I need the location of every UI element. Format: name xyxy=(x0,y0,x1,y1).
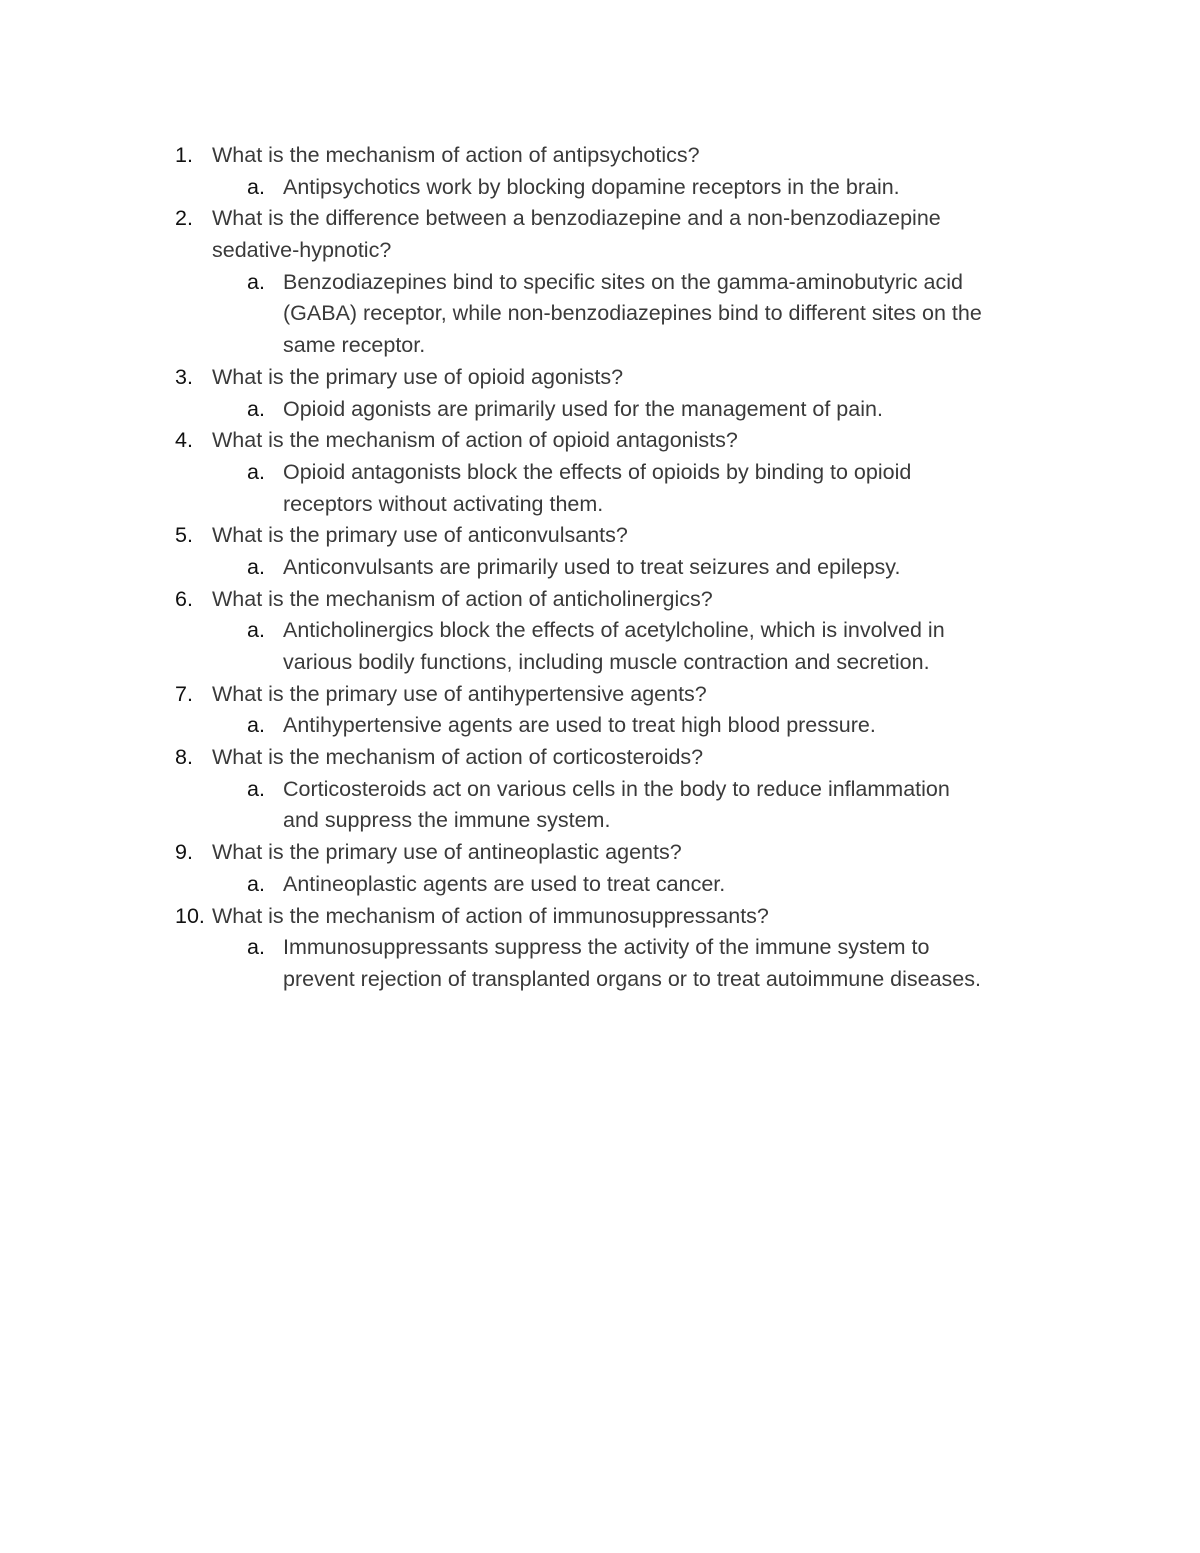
answer-marker: a. xyxy=(247,713,265,738)
answer-line xyxy=(0,298,1200,330)
question-line xyxy=(0,520,1200,552)
list-item xyxy=(0,837,1200,900)
question-text: What is the difference between a benzodiazepine and a non-benzodiazepine xyxy=(212,206,941,231)
answer-text: and suppress the immune system. xyxy=(283,808,611,833)
list-item xyxy=(0,584,1200,679)
item-number: 1. xyxy=(175,143,193,167)
question-line xyxy=(0,425,1200,457)
item-number: 8. xyxy=(175,745,193,770)
list-item xyxy=(0,901,1200,996)
answer-line xyxy=(0,489,1200,521)
answer-text: Antihypertensive agents are used to treat high blood pressure. xyxy=(283,713,876,738)
answer-text: Anticholinergics block the effects of acetylcholine, which is involved in xyxy=(283,618,945,643)
question-line xyxy=(0,362,1200,394)
answer-text: Anticonvulsants are primarily used to treat seizures and epilepsy. xyxy=(283,554,901,579)
answer-line xyxy=(0,774,1200,806)
answer-text: receptors without activating them. xyxy=(283,491,604,516)
question-line xyxy=(0,235,1200,267)
item-number: 2. xyxy=(175,206,193,231)
answer-line xyxy=(0,615,1200,647)
question-line xyxy=(0,140,1200,172)
answer-line xyxy=(0,172,1200,204)
question-text: What is the primary use of anticonvulsants? xyxy=(212,523,628,548)
item-number: 5. xyxy=(175,523,193,548)
answer-marker: a. xyxy=(247,174,265,199)
answer-line xyxy=(0,805,1200,837)
question-text: What is the primary use of antihypertensive agents? xyxy=(212,681,707,706)
list-item xyxy=(0,520,1200,583)
question-text: What is the mechanism of action of opioid antagonists? xyxy=(212,428,738,453)
item-number: 9. xyxy=(175,840,193,865)
list-item xyxy=(0,203,1200,361)
answer-text: various bodily functions, including muscle contraction and secretion. xyxy=(283,650,930,674)
answer-text: (GABA) receptor, while non-benzodiazepines bind to different sites on the xyxy=(283,301,982,326)
list-item xyxy=(0,742,1200,837)
answer-line xyxy=(0,394,1200,426)
item-number: 7. xyxy=(175,681,193,706)
answer-text: Opioid antagonists block the effects of opioids by binding to opioid xyxy=(283,459,912,484)
answer-marker: a. xyxy=(247,554,265,579)
answer-line xyxy=(0,647,1200,679)
answer-marker: a. xyxy=(247,776,265,801)
answer-line xyxy=(0,710,1200,742)
question-text: sedative-hypnotic? xyxy=(212,238,392,263)
question-text: What is the primary use of opioid agonists? xyxy=(212,364,624,389)
answer-text: same receptor. xyxy=(283,333,426,358)
item-number: 3. xyxy=(175,364,193,389)
answer-text: Corticosteroids act on various cells in the body to reduce inflammation xyxy=(283,776,950,801)
question-text: What is the mechanism of action of immunosuppressants? xyxy=(212,903,769,928)
answer-marker: a. xyxy=(247,935,265,960)
answer-line xyxy=(0,869,1200,901)
answer-line xyxy=(0,932,1200,964)
question-text: What is the primary use of antineoplastic agents? xyxy=(212,840,682,865)
item-number: 6. xyxy=(175,586,193,611)
question-text: What is the mechanism of action of corticosteroids? xyxy=(212,745,704,770)
answer-line xyxy=(0,552,1200,584)
answer-text: prevent rejection of transplanted organs or to treat autoimmune diseases. xyxy=(283,966,981,991)
list-item xyxy=(0,140,1200,203)
question-line xyxy=(0,901,1200,933)
question-line xyxy=(0,837,1200,869)
answer-text: Benzodiazepines bind to specific sites on the gamma-aminobutyric acid xyxy=(283,269,964,294)
answer-text: Opioid agonists are primarily used for the management of pain. xyxy=(283,396,883,421)
question-line xyxy=(0,203,1200,235)
answer-text: Immunosuppressants suppress the activity of the immune system to xyxy=(283,935,930,960)
answer-marker: a. xyxy=(247,269,265,294)
list-item xyxy=(0,425,1200,520)
answer-marker: a. xyxy=(247,396,265,421)
question-text: What is the mechanism of action of antipsychotics? xyxy=(212,143,700,167)
answer-marker: a. xyxy=(247,871,265,896)
question-line xyxy=(0,679,1200,711)
answer-marker: a. xyxy=(247,618,265,643)
answer-text: Antipsychotics work by blocking dopamine receptors in the brain. xyxy=(283,174,900,199)
answer-marker: a. xyxy=(247,459,265,484)
list-item xyxy=(0,679,1200,742)
item-number: 4. xyxy=(175,428,193,453)
answer-line xyxy=(0,964,1200,996)
answer-line xyxy=(0,457,1200,489)
answer-line xyxy=(0,330,1200,362)
question-line xyxy=(0,742,1200,774)
question-text: What is the mechanism of action of anticholinergics? xyxy=(212,586,713,611)
answer-line xyxy=(0,267,1200,299)
question-line xyxy=(0,584,1200,616)
question-list xyxy=(0,140,1200,996)
list-item xyxy=(0,362,1200,425)
answer-text: Antineoplastic agents are used to treat cancer. xyxy=(283,871,726,896)
item-number: 10. xyxy=(175,903,205,928)
